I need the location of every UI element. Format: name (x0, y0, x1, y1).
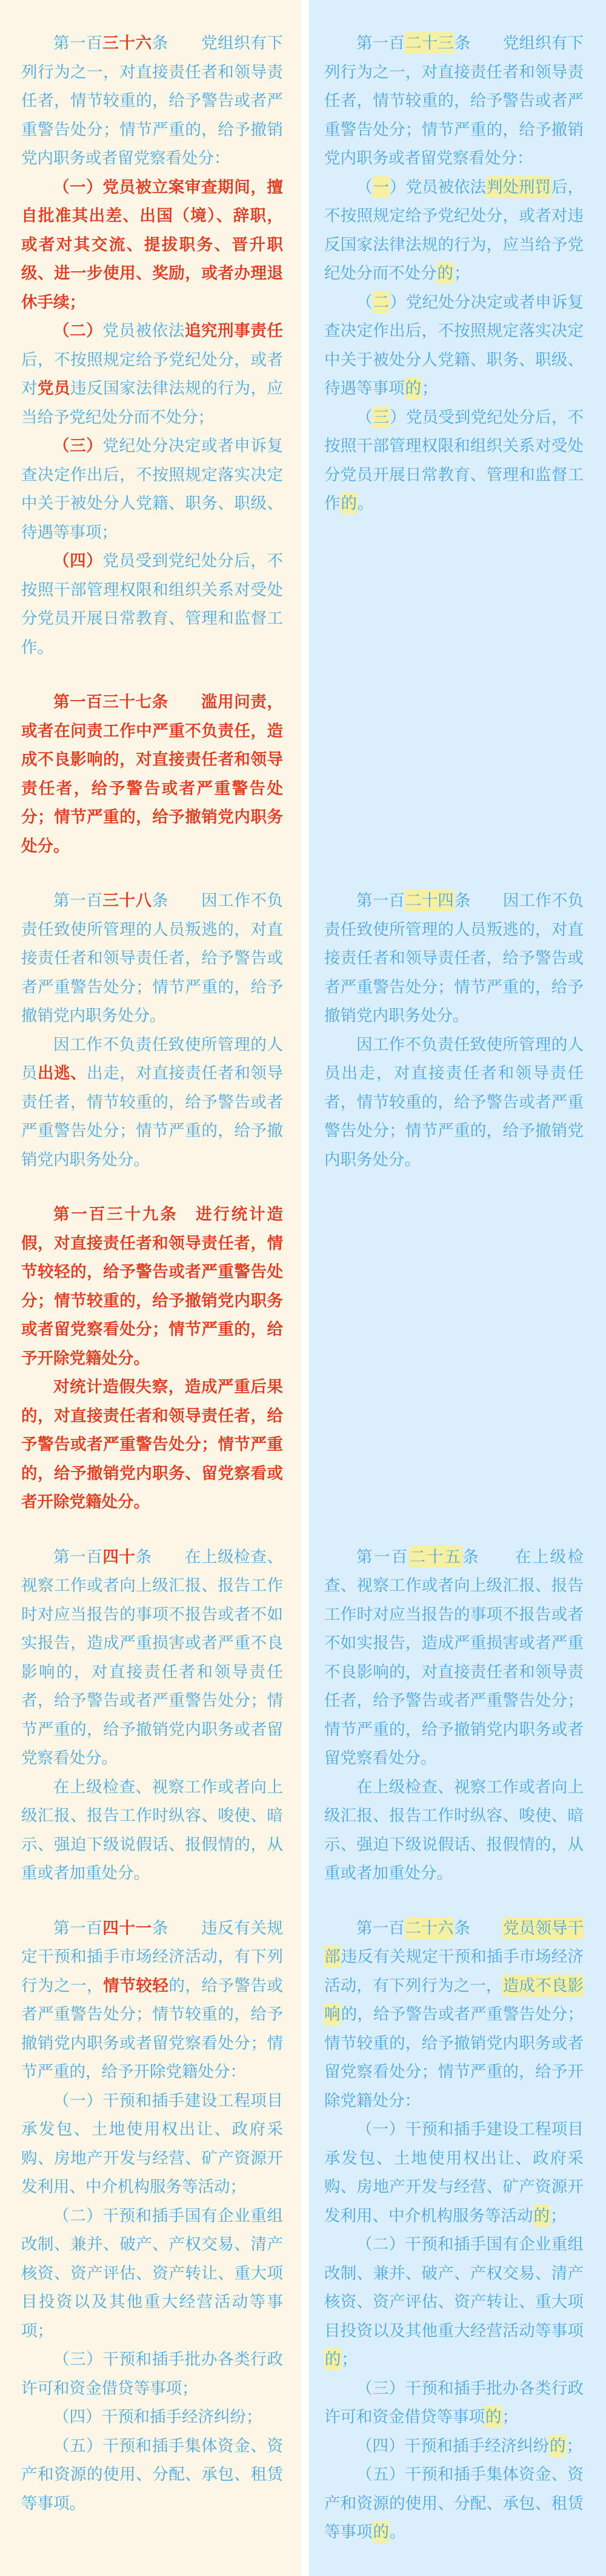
highlighted-text-run: 二十三 (405, 32, 454, 54)
text-run: 条 党组织有下列行为之一，对直接责任者和领导责任者，情节较重的，给予警告或者严重警告处分；情节严重的，给予撤销党内职务或者留党察看处分： (324, 34, 584, 167)
article-paragraph (21, 2345, 283, 2403)
article-paragraph (324, 887, 584, 1031)
text-run: （四）干预和插手经济纠纷 (356, 2436, 549, 2455)
article-140-new-version (21, 1543, 283, 1888)
old-article-cell (0, 887, 301, 1200)
highlighted-text-run: 二十四 (405, 890, 454, 911)
old-article-cell (0, 688, 301, 887)
text-run: （ (356, 292, 373, 311)
article-141-new-version (21, 1914, 283, 2518)
highlighted-text-run: 一 (373, 176, 390, 198)
article-paragraph (21, 1543, 283, 1773)
text-run: ）党员受到党纪处分后，不按照干部管理权限和组织关系对受处分党员开展日常教育、管理和监督工作 (324, 408, 584, 512)
text-run: 。 (390, 2523, 406, 2541)
text-run: （ (356, 408, 373, 426)
text-run: 在上级检查、视察工作或者向上级汇报、报告工作时纵容、唆使、暗示、强迫下级说假话、报假情的，从重或者加重处分。 (21, 1777, 283, 1882)
article-paragraph (324, 2230, 584, 2374)
new-article-cell (309, 1200, 606, 1543)
text-run: （三）干预和插手批办各类行政许可和资金借贷等事项 (324, 2379, 584, 2426)
highlighted-text-run: 二十六 (405, 1917, 454, 1939)
new-article-cell (309, 29, 606, 688)
article-paragraph (21, 29, 283, 173)
text-run: 党员被依法 (102, 322, 185, 340)
text-run: ； (454, 264, 470, 282)
text-run: （五）干预和插手集体资金、资产和资源的使用、分配、承包、租赁等事项 (324, 2465, 584, 2541)
text-run: ； (550, 2206, 567, 2225)
text-run: 因工作不负责任致使所管理的人员出走，对直接责任者和领导责任者，情节较重的，给予警告或者严重警告处分；情节严重的，给予撤销党内职务处分。 (324, 1035, 584, 1169)
article-paragraph (324, 403, 584, 518)
text-run: 条 在上级检查、视察工作或者向上级汇报、报告工作时对应当报告的事项不报告或者不如实报告，造成严重损害或者严重不良影响的，对直接责任者和领导责任者，给予警告或者严重警告处分；情节严重的，给予撤销党内职务或者留党察看处分。 (324, 1547, 584, 1767)
article-paragraph (21, 547, 283, 662)
text-run: 。 (358, 494, 374, 512)
added-text-run: 三十六 (102, 34, 152, 52)
article-paragraph (324, 2460, 584, 2547)
article-paragraph (324, 1031, 584, 1175)
highlighted-text-run: 的 (373, 2521, 390, 2543)
article-paragraph (21, 1914, 283, 2087)
highlighted-text-run: 的 (485, 2406, 502, 2428)
text-run: 条 在上级检查、视察工作或者向上级汇报、报告工作时对应当报告的事项不报告或者不如实报告，造成严重损害或者严重不良影响的，对直接责任者和领导责任者，给予警告或者严重警告处分；情节严重的，给予撤销党内职务或者留党察看处分。 (21, 1547, 284, 1767)
text-run: 党纪处分决定或者申诉复查决定作出后，不按照规定落实决定中关于被处分人党籍、职务、职级、待遇等事项； (21, 437, 284, 541)
article-paragraph (324, 2374, 584, 2432)
article-137-new-version (21, 688, 283, 860)
text-run: 在上级检查、视察工作或者向上级汇报、报告工作时纵容、唆使、暗示、强迫下级说假话、报假情的，从重或者加重处分。 (324, 1777, 584, 1882)
article-paragraph (21, 1373, 283, 1517)
article-123-old-version (324, 29, 584, 518)
article-paragraph (324, 29, 584, 173)
old-article-cell (0, 1914, 301, 2573)
article-paragraph (21, 173, 283, 317)
article-paragraph (21, 2087, 283, 2202)
text-run: （二）干预和插手国有企业重组改制、兼并、破产、产权交易、清产核资、资产评估、资产转让、重大项目投资以及其他重大经营活动等事项； (21, 2206, 283, 2340)
added-text-run: （三） (53, 437, 103, 455)
new-article-cell (309, 1914, 606, 2573)
text-run: 违反有关规定干预和插手市场经济活动，有下列行为之一， (324, 1947, 584, 1995)
added-text-run: 出逃、 (38, 1064, 87, 1082)
article-paragraph (21, 317, 283, 432)
highlighted-text-run: 二 (373, 291, 390, 313)
text-run: 第一百 (356, 34, 405, 52)
text-run: 条 (454, 1918, 503, 1937)
added-text-run: 党员 (38, 379, 71, 397)
text-run: 第一百 (356, 1918, 405, 1937)
highlighted-text-run: 党员领导干部 (324, 1917, 584, 1968)
article-paragraph (21, 1773, 283, 1888)
text-run: 的，给予警告或者严重警告处分；情节较重的，给予撤销党内职务或者留党察看处分；情节严重的，给予开除党籍处分： (324, 2005, 584, 2110)
added-text-run: 第一百三十九条 进行统计造假，对直接责任者和领导责任者，情节较轻的，给予警告或者严重警告处分；情节较重的，给予撤销党内职务或者留党察看处分；情节严重的，给予开除党籍处分。 (21, 1205, 283, 1367)
text-run: 条 违反有关规定干预和插手市场经济活动，有下列行为之一， (21, 1918, 284, 1995)
text-run: 的，给予警告或者严重警告处分；情节较重的，给予撤销党内职务或者留党察看处分；情节严重的，给予开除党籍处分： (21, 1976, 284, 2081)
highlighted-text-run: 的 (324, 2348, 342, 2370)
article-126-old-version (324, 1914, 584, 2547)
text-run: （一）干预和插手建设工程项目承发包、土地使用权出让、政府采购、房地产开发与经营、矿产资源开发利用、中介机构服务等活动； (21, 2091, 283, 2196)
text-run: 条 因工作不负责任致使所管理的人员叛逃的，对直接责任者和领导责任者，给予警告或者严重警告处分；情节严重的，给予撤销党内职务处分。 (21, 891, 284, 1025)
text-run: 党员受到党纪处分后，不按照干部管理权限和组织关系对受处分党员开展日常教育、管理和监督工作。 (21, 552, 284, 656)
text-run: ）党纪处分决定或者申诉复查决定作出后，不按照规定落实决定中关于被处分人党籍、职务、职级、待遇等事项 (324, 292, 584, 397)
added-text-run: 第一百三十七条 滥用问责，或者在问责工作中严重不负责任，造成不良影响的，对直接责任者和领导责任者，给予警告或者严重警告处分；情节严重的，给予撤销党内职务处分。 (21, 693, 283, 855)
article-paragraph (324, 173, 584, 288)
highlighted-text-run: 的 (437, 262, 454, 284)
added-text-run: （一）党员被立案审查期间，擅自批准其出差、出国（境）、辞职，或者对其交流、提拔职务、晋升职级、进一步使用、奖励，或者办理退休手续； (21, 177, 283, 311)
highlighted-text-run: 的 (341, 492, 358, 514)
text-run: （二）干预和插手国有企业重组改制、兼并、破产、产权交易、清产核资、资产评估、资产转让、重大项目投资以及其他重大经营活动等事项 (324, 2235, 584, 2340)
text-run: 第一百 (53, 1547, 103, 1566)
old-article-cell (0, 1200, 301, 1543)
new-article-cell (309, 688, 606, 887)
added-text-run: （二） (53, 322, 103, 340)
highlighted-text-run: 判处刑罚 (486, 176, 551, 198)
text-run: 后，不按照规定给予党纪处分，或者对 (21, 350, 283, 397)
article-138-new-version (21, 887, 283, 1174)
added-text-run: （四） (53, 552, 103, 570)
article-paragraph (324, 1543, 584, 1773)
article-paragraph (21, 1031, 283, 1175)
text-run: ； (422, 379, 438, 397)
old-article-cell (0, 29, 301, 688)
highlighted-text-run: 的 (549, 2435, 567, 2457)
added-text-run: 四十 (102, 1547, 136, 1566)
text-run: （四）干预和插手经济纠纷； (53, 2408, 262, 2426)
text-run: 第一百 (53, 891, 103, 910)
article-136-new-version (21, 29, 283, 662)
added-text-run: 对统计造假失察，造成严重后果的，对直接责任者和领导责任者，给予警告或者严重警告处分；情节严重的，给予撤销党内职务、留党察看或者开除党籍处分。 (21, 1378, 283, 1511)
text-run: 条 因工作不负责任致使所管理的人员叛逃的，对直接责任者和领导责任者，给予警告或者严重警告处分；情节严重的，给予撤销党内职务处分。 (324, 891, 584, 1025)
article-paragraph (21, 2432, 283, 2518)
text-run: ； (502, 2408, 518, 2426)
highlighted-text-run: 二十五 (409, 1546, 463, 1568)
article-124-old-version (324, 887, 584, 1174)
article-paragraph (21, 2202, 283, 2346)
text-run: （三）干预和插手批办各类行政许可和资金借贷等事项； (21, 2350, 283, 2397)
text-run: 第一百 (53, 34, 103, 52)
article-paragraph (21, 1200, 283, 1373)
text-run: ）党员被依法 (390, 177, 486, 196)
highlighted-text-run: 的 (405, 377, 422, 399)
text-run: 后，不按照规定给予党纪处分，或者对违反国家法律法规的行为，应当给予党纪处分而不处分 (324, 177, 584, 282)
text-run: （一）干预和插手建设工程项目承发包、土地使用权出让、政府采购、房地产开发与经营、矿产资源开发利用、中介机构服务等活动 (324, 2120, 584, 2225)
highlighted-text-run: 造成不良影响 (324, 1975, 584, 2026)
added-text-run: 三十八 (102, 891, 152, 910)
text-run: 出走，对直接责任者和领导责任者，情节较重的，给予警告或者严重警告处分；情节严重的，给予撤销党内职务处分。 (21, 1064, 284, 1169)
added-text-run: 情节较轻 (103, 1976, 169, 1995)
text-run: ； (566, 2436, 582, 2455)
text-run: ； (341, 2350, 358, 2368)
text-run: 第一百 (53, 1918, 103, 1937)
text-run: （五）干预和插手集体资金、资产和资源的使用、分配、承包、租赁等事项。 (21, 2436, 283, 2512)
article-paragraph (324, 1773, 584, 1888)
text-run: （ (356, 177, 373, 196)
text-run: 违反国家法律法规的行为，应当给予党纪处分而不处分； (21, 379, 284, 426)
text-run: 因工作不负责任致使所管理的人员 (21, 1035, 283, 1082)
added-text-run: 四十一 (102, 1918, 152, 1937)
text-run: 第一百 (356, 1547, 409, 1566)
article-paragraph (324, 288, 584, 403)
new-article-cell (309, 1543, 606, 1914)
article-paragraph (21, 887, 283, 1031)
old-article-cell (0, 1543, 301, 1914)
new-article-cell (309, 887, 606, 1200)
article-125-old-version (324, 1543, 584, 1888)
text-run: 第一百 (356, 891, 405, 910)
article-paragraph (21, 432, 283, 547)
text-run: 条 党组织有下列行为之一，对直接责任者和领导责任者，情节较重的，给予警告或者严重警告处分；情节严重的，给予撤销党内职务或者留党察看处分： (21, 34, 284, 167)
article-paragraph (21, 2403, 283, 2432)
article-139-new-version (21, 1200, 283, 1517)
highlighted-text-run: 的 (533, 2205, 551, 2227)
article-paragraph (324, 2115, 584, 2230)
added-text-run: 追究刑事责任 (184, 322, 284, 340)
article-paragraph (21, 688, 283, 860)
highlighted-text-run: 三 (373, 406, 390, 428)
article-paragraph (324, 1914, 584, 2116)
article-paragraph (324, 2432, 584, 2461)
